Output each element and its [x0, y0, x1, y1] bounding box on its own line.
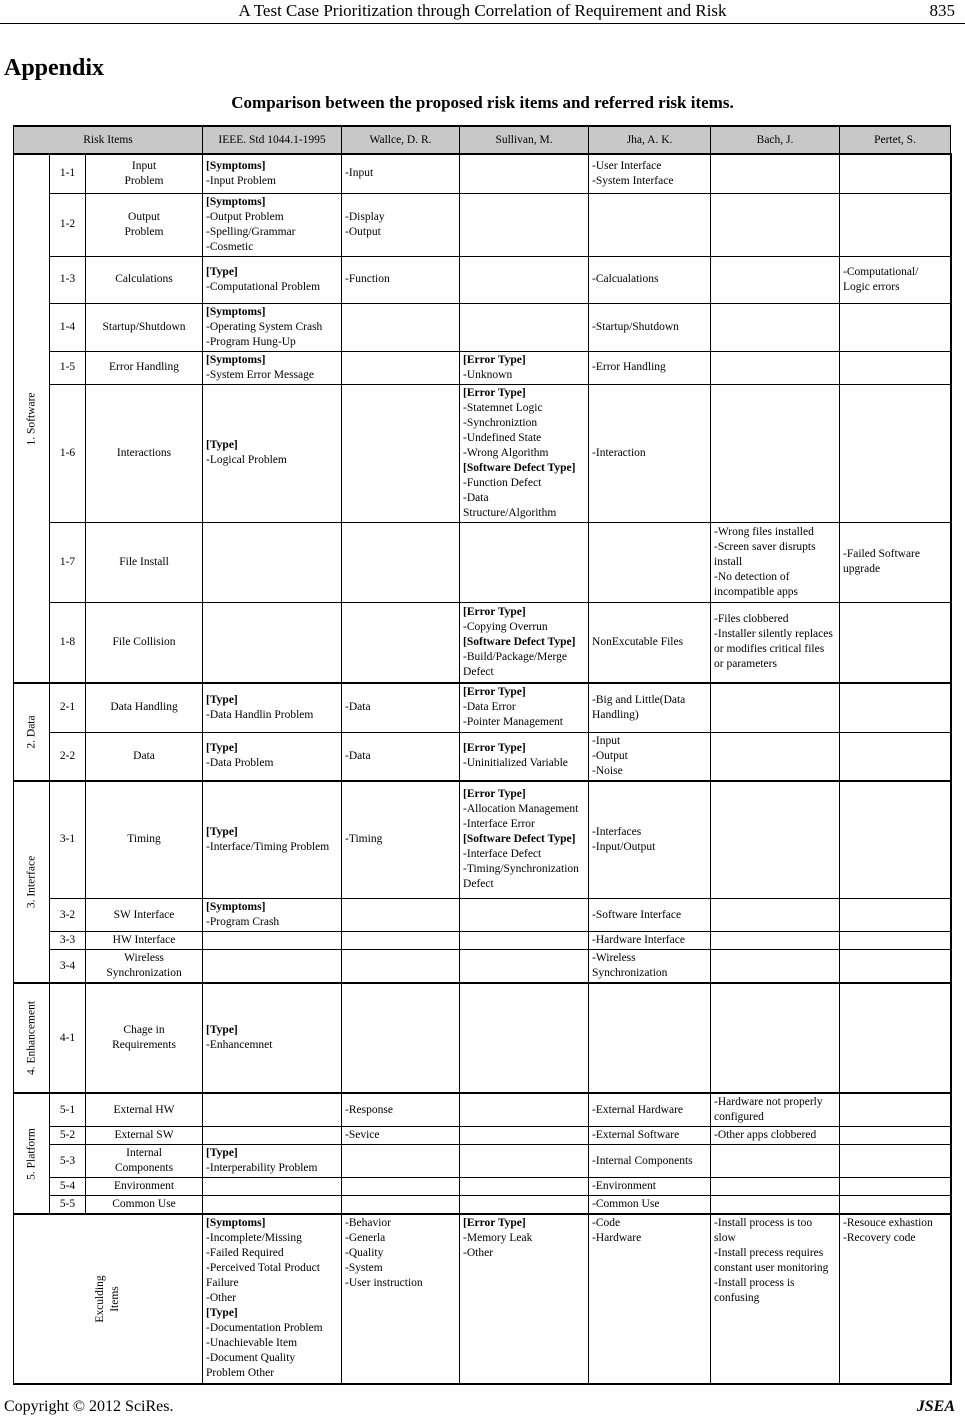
risk-item-id: 1-6	[50, 384, 86, 522]
cell-sullivan	[460, 932, 589, 950]
table-row	[14, 732, 951, 781]
risk-item-name: Data Handling	[86, 683, 203, 732]
cell-pertet	[840, 303, 951, 351]
cell-bach	[711, 384, 840, 522]
copyright: Copyright © 2012 SciRes.	[4, 1398, 174, 1415]
cell-wallace	[342, 983, 460, 1093]
cell-sullivan	[460, 193, 589, 256]
cell-sullivan: [Error Type] -Unknown	[460, 351, 589, 384]
running-header	[0, 0, 965, 22]
risk-item-id: 5-4	[50, 1178, 86, 1196]
risk-item-name: File Install	[86, 522, 203, 602]
cell-ieee: [Symptoms] -System Error Message	[203, 351, 342, 384]
cell-pertet	[840, 1145, 951, 1178]
cell-jha: -Startup/Shutdown	[589, 303, 711, 351]
risk-item-name: Error Handling	[86, 351, 203, 384]
cell-sullivan: [Error Type] -Allocation Management -Interface Error [Software Defect Type] -Interface Defect -Timing/Synchronization Defect	[460, 781, 589, 899]
cell-pertet	[840, 1093, 951, 1127]
cell-ieee: [Type] -Interperability Problem	[203, 1145, 342, 1178]
cell-wallace: -Data	[342, 732, 460, 781]
cell-wallace: -Input	[342, 154, 460, 193]
risk-comparison-table	[13, 125, 952, 1385]
cell-bach	[711, 256, 840, 303]
risk-item-name: SW Interface	[86, 899, 203, 932]
risk-item-name: HW Interface	[86, 932, 203, 950]
cell-wallace	[342, 1196, 460, 1215]
cell-ieee	[203, 1196, 342, 1215]
cell-sullivan: [Error Type] -Data Error -Pointer Management	[460, 683, 589, 732]
page-number: 835	[929, 1, 955, 20]
risk-group	[14, 683, 951, 781]
col-header-pertet: Pertet, S.	[840, 126, 951, 154]
cell-jha: -Big and Little(Data Handling)	[589, 683, 711, 732]
table-row	[14, 1093, 951, 1127]
cell-bach	[711, 683, 840, 732]
cell-jha: -Common Use	[589, 1196, 711, 1215]
category-label: 5. Platform	[14, 1093, 50, 1214]
risk-item-name: Output Problem	[86, 193, 203, 256]
cell-pertet	[840, 950, 951, 984]
category-label: 4. Enhancement	[14, 983, 50, 1093]
cell-sullivan	[460, 1145, 589, 1178]
table-row	[14, 256, 951, 303]
risk-item-id: 4-1	[50, 983, 86, 1093]
cell-jha: -Hardware Interface	[589, 932, 711, 950]
cell-jha: -Internal Components	[589, 1145, 711, 1178]
cell-pertet	[840, 732, 951, 781]
cell-wallace: -Display -Output	[342, 193, 460, 256]
cell-pertet	[840, 384, 951, 522]
cell-wallace	[342, 1145, 460, 1178]
cell-ieee: [Symptoms] -Program Crash	[203, 899, 342, 932]
cell-ieee: [Type] -Enhancemnet	[203, 983, 342, 1093]
risk-item-id: 5-5	[50, 1196, 86, 1215]
table-row	[14, 932, 951, 950]
risk-item-name: Input Problem	[86, 154, 203, 193]
cell-jha: -Wireless Synchronization	[589, 950, 711, 984]
table-row	[14, 899, 951, 932]
risk-item-id: 1-1	[50, 154, 86, 193]
cell-wallace	[342, 602, 460, 683]
cell-sullivan	[460, 1093, 589, 1127]
category-label: 2. Data	[14, 683, 50, 781]
risk-item-id: 3-4	[50, 950, 86, 984]
table-row	[14, 602, 951, 683]
risk-item-id: 1-5	[50, 351, 86, 384]
table-row	[14, 1196, 951, 1215]
cell-wallace	[342, 1178, 460, 1196]
cell-sullivan: [Error Type] -Statemnet Logic -Synchroniztion -Undefined State -Wrong Algorithm [Software Defect Type] -Function Defect -Data Structure/Algorithm	[460, 384, 589, 522]
risk-item-name: Environment	[86, 1178, 203, 1196]
cell-wallace	[342, 522, 460, 602]
risk-item-name: Calculations	[86, 256, 203, 303]
col-header-wallace: Wallce, D. R.	[342, 126, 460, 154]
cell-wallace	[342, 899, 460, 932]
cell-jha: -Interaction	[589, 384, 711, 522]
risk-item-name: Data	[86, 732, 203, 781]
excluding-items-label: Exculding Items	[14, 1214, 203, 1384]
cell-pertet	[840, 193, 951, 256]
table-row	[14, 1145, 951, 1178]
risk-item-name: Common Use	[86, 1196, 203, 1215]
cell-bach	[711, 1196, 840, 1215]
cell-jha: -Software Interface	[589, 899, 711, 932]
cell-wallace: -Function	[342, 256, 460, 303]
col-header-ieee: IEEE. Std 1044.1-1995	[203, 126, 342, 154]
cell-sullivan: [Error Type] -Uninitialized Variable	[460, 732, 589, 781]
cell-jha: -Error Handling	[589, 351, 711, 384]
risk-item-name: Interactions	[86, 384, 203, 522]
cell-bach	[711, 950, 840, 984]
cell-ieee	[203, 950, 342, 984]
cell-sullivan: [Error Type] -Copying Overrun [Software Defect Type] -Build/Package/Merge Defect	[460, 602, 589, 683]
table-row	[14, 303, 951, 351]
cell-ieee	[203, 1127, 342, 1145]
cell-bach	[711, 932, 840, 950]
cell-jha: -Environment	[589, 1178, 711, 1196]
cell-bach	[711, 351, 840, 384]
cell-pertet: -Computational/ Logic errors	[840, 256, 951, 303]
cell-sullivan	[460, 1178, 589, 1196]
risk-item-id: 2-1	[50, 683, 86, 732]
col-header-risk-items: Risk Items	[14, 126, 203, 154]
cell-bach	[711, 154, 840, 193]
cell-wallace	[342, 384, 460, 522]
category-label: 1. Software	[14, 154, 50, 683]
cell-sullivan	[460, 983, 589, 1093]
header-rule	[0, 23, 965, 24]
cell-bach	[711, 1178, 840, 1196]
cell-sullivan	[460, 1196, 589, 1215]
cell-pertet	[840, 1196, 951, 1215]
cell-sullivan	[460, 303, 589, 351]
cell-bach	[711, 983, 840, 1093]
risk-item-id: 1-2	[50, 193, 86, 256]
cell-jha: -User Interface -System Interface	[589, 154, 711, 193]
cell-wallace: -Response	[342, 1093, 460, 1127]
risk-item-id: 1-8	[50, 602, 86, 683]
cell-jha: -Interfaces -Input/Output	[589, 781, 711, 899]
cell-ieee: [Type] -Computational Problem	[203, 256, 342, 303]
table-row	[14, 351, 951, 384]
cell-ieee: [Symptoms] -Output Problem -Spelling/Grammar -Cosmetic	[203, 193, 342, 256]
cell-wallace: -Timing	[342, 781, 460, 899]
cell-jha: -Input -Output -Noise	[589, 732, 711, 781]
cell-bach: -Other apps clobbered	[711, 1127, 840, 1145]
table-row	[14, 781, 951, 899]
risk-group	[14, 1093, 951, 1214]
header-row	[14, 126, 951, 154]
cell-bach	[711, 732, 840, 781]
cell-sullivan	[460, 256, 589, 303]
cell-bach: -Wrong files installed -Screen saver disrupts install -No detection of incompatible apps	[711, 522, 840, 602]
journal-name: JSEA	[916, 1398, 955, 1415]
risk-item-name: File Collision	[86, 602, 203, 683]
cell-pertet	[840, 899, 951, 932]
excluding-cell-bach: -Install process is too slow -Install precess requires constant user monitoring -Install process is confusing	[711, 1214, 840, 1384]
excluding-cell-ieee: [Symptoms] -Incomplete/Missing -Failed Required -Perceived Total Product Failure -Other [Type] -Documentation Problem -Unachievable Item -Document Quality Problem Other	[203, 1214, 342, 1384]
excluding-cell-pertet: -Resouce exhastion -Recovery code	[840, 1214, 951, 1384]
cell-wallace	[342, 932, 460, 950]
cell-pertet	[840, 683, 951, 732]
cell-wallace	[342, 303, 460, 351]
cell-ieee: [Type] -Data Handlin Problem	[203, 683, 342, 732]
cell-pertet	[840, 1178, 951, 1196]
table-row	[14, 983, 951, 1093]
table-row	[14, 683, 951, 732]
risk-item-id: 5-3	[50, 1145, 86, 1178]
cell-ieee: [Symptoms] -Input Problem	[203, 154, 342, 193]
risk-item-id: 1-7	[50, 522, 86, 602]
cell-pertet: -Failed Software upgrade	[840, 522, 951, 602]
risk-item-id: 5-2	[50, 1127, 86, 1145]
excluding-cell-wallace: -Behavior -Generla -Quality -System -User instruction	[342, 1214, 460, 1384]
risk-item-id: 3-3	[50, 932, 86, 950]
risk-group	[14, 983, 951, 1093]
cell-bach: -Hardware not properly configured	[711, 1093, 840, 1127]
section-title: Appendix	[4, 55, 105, 81]
cell-bach: -Files clobbered -Installer silently replaces or modifies critical files or parameters	[711, 602, 840, 683]
risk-item-id: 1-4	[50, 303, 86, 351]
cell-bach	[711, 303, 840, 351]
table-row	[14, 950, 951, 984]
risk-item-id: 3-1	[50, 781, 86, 899]
cell-jha	[589, 522, 711, 602]
category-label: 3. Interface	[14, 781, 50, 984]
cell-bach	[711, 781, 840, 899]
cell-jha	[589, 193, 711, 256]
cell-jha	[589, 983, 711, 1093]
cell-sullivan	[460, 522, 589, 602]
table-row	[14, 193, 951, 256]
excluding-group	[14, 1214, 951, 1384]
risk-item-id: 1-3	[50, 256, 86, 303]
risk-item-id: 5-1	[50, 1093, 86, 1127]
risk-item-name: Startup/Shutdown	[86, 303, 203, 351]
risk-item-name: Timing	[86, 781, 203, 899]
cell-jha: -Calcualations	[589, 256, 711, 303]
risk-group	[14, 781, 951, 984]
cell-ieee	[203, 932, 342, 950]
cell-pertet	[840, 602, 951, 683]
cell-wallace	[342, 950, 460, 984]
excluding-cell-sullivan: [Error Type] -Memory Leak -Other	[460, 1214, 589, 1384]
cell-wallace: -Data	[342, 683, 460, 732]
risk-item-id: 3-2	[50, 899, 86, 932]
cell-sullivan	[460, 154, 589, 193]
risk-item-name: External HW	[86, 1093, 203, 1127]
col-header-sullivan: Sullivan, M.	[460, 126, 589, 154]
table-row	[14, 1178, 951, 1196]
running-title: A Test Case Prioritization through Correlation of Requirement and Risk	[238, 1, 727, 20]
cell-wallace	[342, 351, 460, 384]
cell-ieee: [Type] -Logical Problem	[203, 384, 342, 522]
cell-pertet	[840, 154, 951, 193]
cell-jha: -External Hardware	[589, 1093, 711, 1127]
cell-bach	[711, 1145, 840, 1178]
cell-pertet	[840, 1127, 951, 1145]
cell-bach	[711, 899, 840, 932]
cell-ieee	[203, 1178, 342, 1196]
cell-jha: -External Software	[589, 1127, 711, 1145]
table-caption: Comparison between the proposed risk items and referred risk items.	[231, 93, 734, 112]
table-row	[14, 384, 951, 522]
risk-item-id: 2-2	[50, 732, 86, 781]
cell-sullivan	[460, 899, 589, 932]
cell-pertet	[840, 781, 951, 899]
cell-ieee: [Type] -Data Problem	[203, 732, 342, 781]
cell-pertet	[840, 932, 951, 950]
cell-sullivan	[460, 1127, 589, 1145]
cell-jha: NonExcutable Files	[589, 602, 711, 683]
risk-item-name: External SW	[86, 1127, 203, 1145]
cell-sullivan	[460, 950, 589, 984]
cell-pertet	[840, 983, 951, 1093]
cell-ieee: [Type] -Interface/Timing Problem	[203, 781, 342, 899]
excluding-cell-jha: -Code -Hardware	[589, 1214, 711, 1384]
col-header-bach: Bach, J.	[711, 126, 840, 154]
cell-ieee	[203, 1093, 342, 1127]
risk-item-name: Internal Components	[86, 1145, 203, 1178]
risk-item-name: Chage in Requirements	[86, 983, 203, 1093]
col-header-jha: Jha, A. K.	[589, 126, 711, 154]
table-row	[14, 154, 951, 193]
cell-pertet	[840, 351, 951, 384]
cell-ieee: [Symptoms] -Operating System Crash -Program Hung-Up	[203, 303, 342, 351]
risk-item-name: Wireless Synchronization	[86, 950, 203, 984]
cell-bach	[711, 193, 840, 256]
cell-ieee	[203, 602, 342, 683]
table-row	[14, 522, 951, 602]
table-row	[14, 1127, 951, 1145]
risk-group	[14, 154, 951, 683]
excluding-row	[14, 1214, 951, 1384]
cell-wallace: -Sevice	[342, 1127, 460, 1145]
cell-ieee	[203, 522, 342, 602]
